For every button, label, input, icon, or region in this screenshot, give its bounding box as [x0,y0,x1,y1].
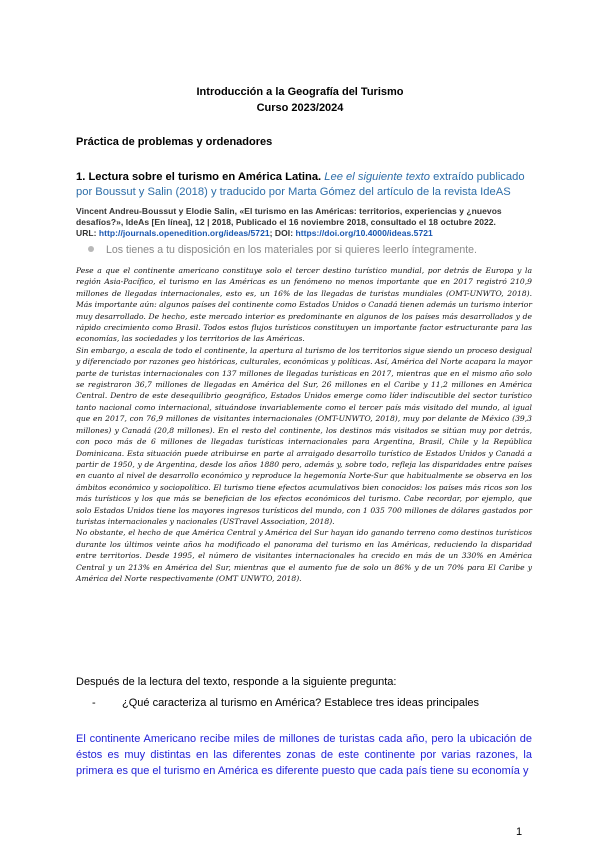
body-paragraph-1: Pese a que el continente americano constituye solo el tercer destino turístico mundial, por detrás de Europa y la región Asia-Pacífico, el turismo en las Américas es un fenómeno no menos importante que en 2017 registró 210,9 millones de llegadas internacionales, esto es, un 16% de las llegadas de turistas mundiales (OMT-UNWTO, 2018). Más importante aún: algunos países del continente como Estados Unidos o Canadá tienen además un turismo interior muy desarrollado. De hecho, este mercado interior es predominante en algunos de los países más desarrollados y de rápido crecimiento como Brasil. Todos estos flujos turísticos constituyen un importante factor estructurante para las economías, las sociedades y los territorios de las Américas. [76,266,532,344]
intro-link-text[interactable]: Lee el siguiente texto [324,171,431,183]
practice-subtitle: Práctica de problemas y ordenadores [76,136,273,148]
bullet-text: Los tienes a tu disposición en los materiales por si quieres leerlo íntegramente. [106,244,477,256]
document-title: Introducción a la Geografía del Turismo [196,86,404,98]
citation [76,206,538,239]
citation-text: Vincent Andreu-Boussut y Elodie Salin, «El turismo en las Américas: territorios, experiencias y ¿nuevos desafíos?», IdeAs [En línea], 12 | 2018, Publicado el 16 noviembre 2018, consultado el 18 octubre 2022. [76,206,502,227]
answer-text[interactable]: El continente Americano recibe miles de millones de turistas cada año, pero la ubicación de éstos es muy distintas en las diferentes zonas de este continente por varias razones, la primera es que el turismo en América es diferente puesto que cada país tiene su economía y [76,733,532,777]
intro-rest-text: extraído publicado por Boussut y Salin (2018) y traducido por Marta Gómez del artículo de la revista IdeAS [76,171,525,198]
doi-link[interactable]: https://doi.org/10.4000/ideas.5721 [295,228,433,238]
bullet-dot-icon [88,246,94,252]
section-1-heading-block [76,170,536,200]
dash-bullet-icon: - [92,697,96,709]
article-body [76,265,532,584]
url-link[interactable]: http://journals.openedition.org/ideas/5721 [98,228,270,238]
doi-label: ; DOI: [269,228,296,238]
body-paragraph-2: Sin embargo, a escala de todo el continente, la apertura al turismo de los territorios sigue siendo un proceso desigual y diferenciado por razones geo históricas, culturales, económicas y políticas. Así, América del Norte acapara la mayor parte de turistas internacionales con 137 millones de llegadas turísticas en 2017, mientras que en el mismo año solo se registraron 36,7 millones de llegadas en América del Sur, 26 millones en el Caribe y 11,2 millones en América Central. Dentro de este desequilibrio geográfico, Estados Unidos emerge como líder indiscutible del sector turístico tanto nacional como internacional, situándose invariablemente como el tercer país más visitado del mundo, al igual que en 2017, con 76,9 millones de visitantes internacionales (OMT-UNWTO, 2018), muy por delante de México (39,3 millones) y Canadá (20,8 millones). En el resto del continente, los destinos más visitados se sitúan muy por detrás, con poco más de 6 millones de llegadas turísticas internacionales para Argentina, Brasil, Chile y la República Dominicana. Esta situación puede atribuirse en parte al arraigado desarrollo turístico de Estados Unidos y Canadá a partir de 1950, y de Argentina, desde los años 1880 pero, además y, sobre todo, refleja las disparidades entre países en cuanto al nivel de desarrollo económico y reproduce la hegemonía Norte-Sur que habitualmente se observa en los ámbitos económico y sociopolítico. El turismo tiene efectos acumulativos bien conocidos: los países más ricos son los más turísticos y los que más se benefician de los efectos económicos del turismo. Cabe recordar, por ejemplo, que solo Estados Unidos tiene los mayores ingresos turísticos del mundo, con 1 035 700 millones de dólares gastados por turistas internacionales y nacionales (USTravel Association, 2018). [76,345,532,526]
question-text: ¿Qué caracteriza al turismo en América? Establece tres ideas principales [122,697,480,709]
course-year: Curso 2023/2024 [256,102,344,114]
question-intro: Después de la lectura del texto, responde a la siguiente pregunta: [76,676,397,688]
body-paragraph-3: No obstante, el hecho de que América Central y América del Sur hayan ido ganando terreno como destinos turísticos durante los últimos veinte años ha modificado el panorama del turismo en las Américas, reduciendo la disparidad entre territorios. Desde 1995, el número de visitantes internacionales ha crecido en más de un 330% en América Central y un 213% en América del Sur, mientras que el aumento fue de solo un 86% y de un 70% para El Caribe y América del Norte respectivamente (OMT UNWTO, 2018). [76,528,532,583]
page-number: 1 [516,826,523,838]
url-label: URL: [76,228,99,238]
section-1-heading: 1. Lectura sobre el turismo en América Latina. [76,171,322,183]
bullet-note [88,244,477,256]
question-item [92,697,479,709]
